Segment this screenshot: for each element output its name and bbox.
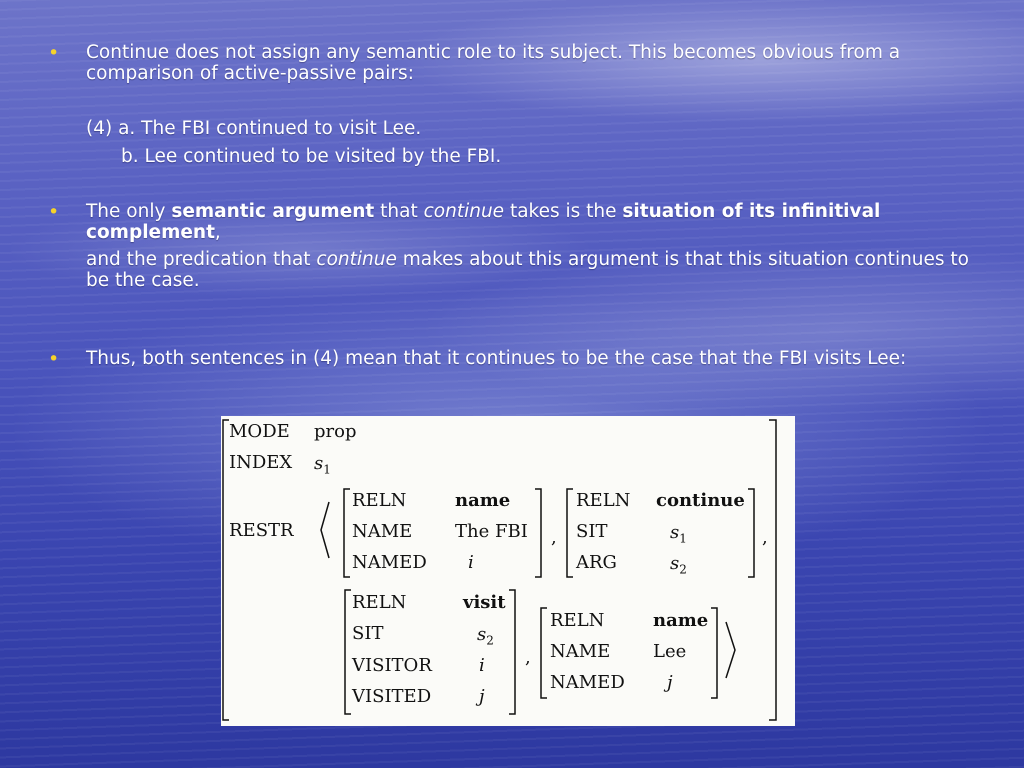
subscript: 1 xyxy=(323,462,331,477)
bullet-2 xyxy=(48,201,978,291)
m2-val-sit xyxy=(670,523,687,549)
bold-term: semantic argument xyxy=(171,201,375,222)
text-run: makes about this argument is that this situation continues to be the case. xyxy=(86,249,970,291)
m3-feat-reln: RELN xyxy=(352,592,407,613)
m4-feat-name: NAME xyxy=(550,641,611,662)
bullet-2-text xyxy=(86,201,978,243)
feat-index: INDEX xyxy=(229,452,293,473)
m3-val-visited: j xyxy=(479,686,485,707)
italic-term: continue xyxy=(423,201,505,222)
example-4b: b. Lee continued to be visited by the FBI. xyxy=(121,146,502,167)
m4-val-reln: name xyxy=(653,610,709,631)
comma: , xyxy=(525,647,531,668)
feat-restr: RESTR xyxy=(229,520,294,541)
subscript: 2 xyxy=(486,633,494,648)
m2-val-reln: continue xyxy=(656,490,745,511)
var: s xyxy=(477,624,487,645)
m1-feat-named: NAMED xyxy=(352,552,427,573)
bullet-2-continuation xyxy=(86,249,978,291)
avm-figure xyxy=(221,416,795,726)
m1-val-reln: name xyxy=(455,490,511,511)
text-run: and the predication that xyxy=(86,249,317,270)
m3-val-sit xyxy=(477,625,494,651)
m4-val-name: Lee xyxy=(653,641,687,662)
text-run: takes is the xyxy=(504,201,623,222)
val-mode: prop xyxy=(314,421,357,442)
comma: , xyxy=(762,527,768,548)
m2-feat-sit: SIT xyxy=(576,521,608,542)
m3-val-visitor: i xyxy=(479,655,485,676)
m1-val-named: i xyxy=(468,552,474,573)
m1-val-name: The FBI xyxy=(455,521,528,542)
m2-val-arg xyxy=(670,554,687,580)
text-run: that xyxy=(374,201,424,222)
m3-val-reln: visit xyxy=(463,592,506,613)
m4-val-named: j xyxy=(667,672,673,693)
m4-feat-reln: RELN xyxy=(550,610,605,631)
bullet-1 xyxy=(48,42,978,84)
m2-feat-reln: RELN xyxy=(576,490,631,511)
bullet-dot: • xyxy=(48,201,60,223)
bullet-3-text: Thus, both sentences in (4) mean that it continues to be the case that the FBI visits Lee: xyxy=(86,348,907,369)
m2-feat-arg: ARG xyxy=(576,552,617,573)
bullet-dot: • xyxy=(48,348,60,370)
m4-feat-named: NAMED xyxy=(550,672,625,693)
var: s xyxy=(314,453,324,474)
feat-mode: MODE xyxy=(229,421,290,442)
var: s xyxy=(670,553,680,574)
subscript: 2 xyxy=(679,562,687,577)
var: s xyxy=(670,522,680,543)
bullet-1-text: Continue does not assign any semantic role to its subject. This becomes obvious from a comparison of active-passive pairs: xyxy=(86,42,901,84)
text-run: , xyxy=(214,222,221,243)
example-4a: (4) a. The FBI continued to visit Lee. xyxy=(86,118,422,139)
m1-feat-name: NAME xyxy=(352,521,413,542)
m3-feat-visited: VISITED xyxy=(352,686,432,707)
text-run: The only xyxy=(86,201,172,222)
bold-term: situation of its infinitival complement xyxy=(86,201,881,243)
val-index xyxy=(314,454,331,480)
m3-feat-sit: SIT xyxy=(352,623,384,644)
italic-term: continue xyxy=(316,249,397,270)
m1-feat-reln: RELN xyxy=(352,490,407,511)
avm-brackets xyxy=(221,416,795,726)
subscript: 1 xyxy=(679,531,687,546)
bullet-3 xyxy=(48,348,978,369)
bullet-dot: • xyxy=(48,42,60,64)
comma: , xyxy=(551,527,557,548)
m3-feat-visitor: VISITOR xyxy=(352,655,432,676)
